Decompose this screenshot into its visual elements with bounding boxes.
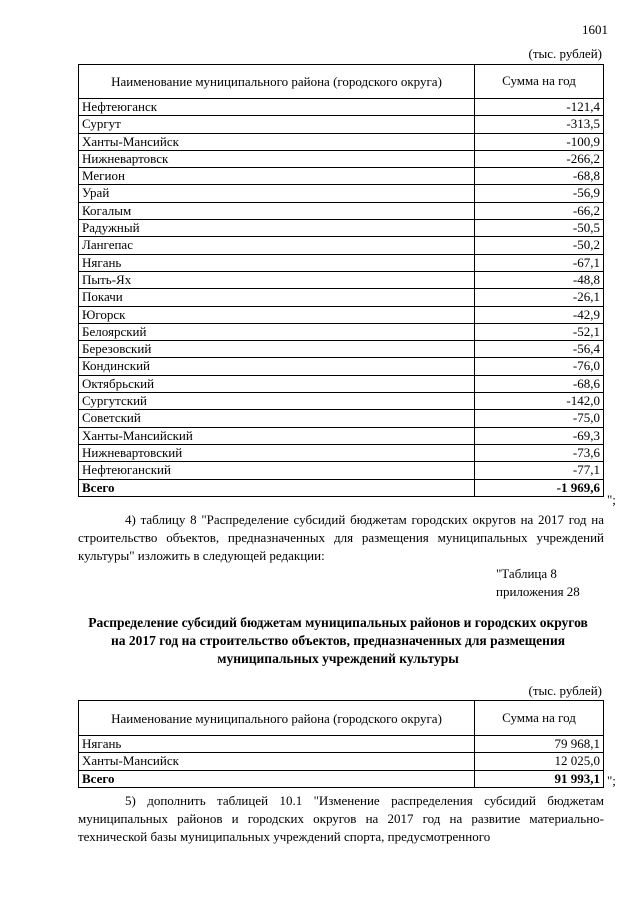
table8-title: Распределение субсидий бюджетам муниципальных районов и городских округов на 2017 год на строительство объектов, предназначенных для размещения муниципальных учреждений культуры — [88, 615, 588, 666]
table-row — [79, 185, 604, 202]
table-row — [79, 736, 604, 753]
total-row — [79, 479, 604, 496]
table7-tail: "; — [607, 492, 616, 507]
table-row — [79, 220, 604, 237]
row-name: Ханты-Мансийский — [79, 427, 475, 444]
row-name: Ханты-Мансийск — [79, 133, 475, 150]
table-row — [79, 202, 604, 219]
table8-tail: "; — [607, 773, 616, 788]
row-value: -266,2 — [475, 150, 604, 167]
table-row — [79, 341, 604, 358]
row-value: -68,8 — [475, 168, 604, 185]
row-name: Нижневартовск — [79, 150, 475, 167]
row-value: -42,9 — [475, 306, 604, 323]
row-name: Мегион — [79, 168, 475, 185]
table-row — [79, 168, 604, 185]
table-row — [79, 410, 604, 427]
row-name: Сургут — [79, 116, 475, 133]
table-row — [79, 289, 604, 306]
row-value: -142,0 — [475, 393, 604, 410]
table-row — [79, 133, 604, 150]
table8 — [78, 700, 604, 788]
row-value: -68,6 — [475, 375, 604, 392]
table-row — [79, 323, 604, 340]
table8-units: (тыс. рублей) — [528, 683, 602, 698]
paragraph-4: 4) таблицу 8 "Распределение субсидий бюджетам городских округов на 2017 год на строительство объектов, предназначенных для размещения муниципальных учреждений культуры" изложить в следующей редакции: — [78, 512, 604, 563]
row-value: -56,4 — [475, 341, 604, 358]
row-name: Нефтеюганский — [79, 462, 475, 479]
row-value: -76,0 — [475, 358, 604, 375]
table8-caption — [496, 565, 603, 601]
table-row — [79, 306, 604, 323]
table-row — [79, 753, 604, 770]
row-value: -67,1 — [475, 254, 604, 271]
row-value: -121,4 — [475, 99, 604, 116]
row-value: -56,9 — [475, 185, 604, 202]
row-name: Кондинский — [79, 358, 475, 375]
row-value: 12 025,0 — [475, 753, 604, 770]
row-name: Нягань — [79, 254, 475, 271]
total-value: 91 993,1 — [475, 770, 604, 787]
total-value: -1 969,6 — [475, 479, 604, 496]
row-value: -52,1 — [475, 323, 604, 340]
row-name: Нефтеюганск — [79, 99, 475, 116]
row-name: Лангепас — [79, 237, 475, 254]
total-label: Всего — [79, 770, 475, 787]
row-value: -48,8 — [475, 271, 604, 288]
total-row — [79, 770, 604, 787]
table-row — [79, 427, 604, 444]
paragraph-5: 5) дополнить таблицей 10.1 "Изменение распределения субсидий бюджетам муниципальных районов и городских округов на 2017 год на развитие материально-технической базы муниципальных учреждений спорта, предусмотренного — [78, 793, 604, 844]
row-name: Радужный — [79, 220, 475, 237]
row-value: -66,2 — [475, 202, 604, 219]
row-name: Когалым — [79, 202, 475, 219]
table8-header-name: Наименование муниципального района (городского округа) — [79, 701, 475, 736]
table7-header-name: Наименование муниципального района (городского округа) — [79, 65, 475, 99]
row-name: Пыть-Ях — [79, 271, 475, 288]
row-name: Березовский — [79, 341, 475, 358]
table-row — [79, 254, 604, 271]
row-name: Нягань — [79, 736, 475, 753]
page-number: 1601 — [582, 22, 608, 37]
row-name: Белоярский — [79, 323, 475, 340]
table-row — [79, 237, 604, 254]
table7-header-sum: Сумма на год — [475, 65, 604, 99]
row-name: Покачи — [79, 289, 475, 306]
row-value: -73,6 — [475, 444, 604, 461]
table7-units: (тыс. рублей) — [528, 46, 602, 61]
table-row — [79, 444, 604, 461]
table-row — [79, 393, 604, 410]
row-value: -75,0 — [475, 410, 604, 427]
table8-header-sum: Сумма на год — [475, 701, 604, 736]
table-row — [79, 271, 604, 288]
table-row — [79, 116, 604, 133]
table-row — [79, 99, 604, 116]
row-value: -69,3 — [475, 427, 604, 444]
row-name: Нижневартовский — [79, 444, 475, 461]
row-name: Ханты-Мансийск — [79, 753, 475, 770]
table8-caption-line2: приложения 28 — [496, 584, 580, 599]
row-value: -50,5 — [475, 220, 604, 237]
row-value: 79 968,1 — [475, 736, 604, 753]
row-name: Сургутский — [79, 393, 475, 410]
row-name: Советский — [79, 410, 475, 427]
row-value: -26,1 — [475, 289, 604, 306]
row-name: Октябрьский — [79, 375, 475, 392]
table-row — [79, 462, 604, 479]
table-row — [79, 150, 604, 167]
row-value: -100,9 — [475, 133, 604, 150]
table8-caption-line1: "Таблица 8 — [496, 566, 557, 581]
table7 — [78, 64, 604, 497]
total-label: Всего — [79, 479, 475, 496]
row-value: -50,2 — [475, 237, 604, 254]
row-value: -313,5 — [475, 116, 604, 133]
row-name: Урай — [79, 185, 475, 202]
table-row — [79, 358, 604, 375]
row-name: Югорск — [79, 306, 475, 323]
table-row — [79, 375, 604, 392]
row-value: -77,1 — [475, 462, 604, 479]
